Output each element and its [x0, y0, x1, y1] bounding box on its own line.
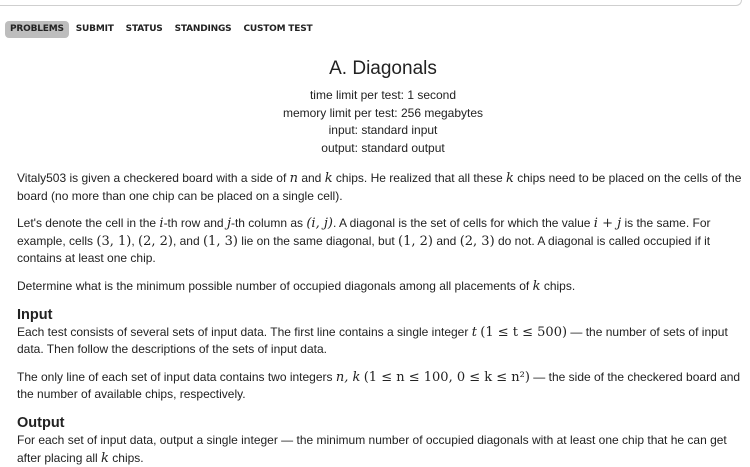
math-range: (1 ≤ n ≤ 100, 0 ≤ k ≤ n²) [363, 369, 530, 385]
problem-header [0, 58, 750, 157]
problem-title: A. Diagonals [329, 58, 437, 79]
math-i: i [159, 216, 164, 232]
top-border [0, 0, 742, 6]
math-j: j [226, 216, 231, 232]
text: chips. [108, 450, 144, 465]
text: chips. He realized that all these [332, 171, 507, 185]
text: — the side of the checkered board and the number of available chips, respectively. [17, 369, 741, 402]
text: and [433, 233, 460, 248]
time-limit: time limit per test: 1 second [309, 88, 457, 102]
text: do not. A diagonal is called occupied if it contains at least one chip. [17, 233, 711, 266]
text: Let's denote the cell in the [17, 216, 160, 231]
nav-status[interactable]: STATUS [125, 23, 163, 34]
text: lie on the same diagonal, but [237, 233, 399, 248]
text: chips need to be placed on the cells of the board (no more than one chip can be placed on a single cell). [17, 171, 742, 203]
math-range: (1 ≤ t ≤ 500) [480, 324, 568, 340]
memory-limit: memory limit per test: 256 megabytes [282, 105, 484, 120]
math-k: k [506, 171, 514, 186]
statement-paragraph-3 [17, 278, 750, 296]
text: . A diagonal is the set of cells for which the value [332, 216, 594, 231]
text: -th row and [163, 216, 227, 231]
math-cell: (1, 3) [202, 233, 238, 249]
math-cell: (2, 3) [459, 233, 495, 249]
input-paragraph-2 [17, 369, 750, 404]
text: For each set of input data, output a single integer — the minimum number of occupied diagonals with at least one chip that he can get after placing all [17, 432, 727, 465]
math-cell: (1, 2) [398, 233, 433, 249]
output-spec: output: standard output [321, 140, 445, 155]
math-cell-ij: (i, j) [306, 216, 333, 232]
text: -th column as [230, 216, 307, 231]
nav-submit[interactable]: SUBMIT [75, 23, 114, 34]
math-k: k [532, 278, 541, 294]
text: Each test consists of several sets of input data. The first line contains a single integer [17, 324, 472, 339]
math-cell: (3, 1) [96, 233, 132, 249]
nav-problems[interactable]: PROBLEMS [5, 21, 69, 38]
text: is the same. For example, cells [17, 216, 711, 248]
input-paragraph-1 [17, 324, 750, 359]
input-heading: Input [17, 306, 53, 323]
text: , and [172, 233, 203, 248]
math-cell: (2, 2) [138, 233, 173, 249]
output-paragraph-1 [17, 432, 750, 467]
text: Determine what is the minimum possible number of occupied diagonals among all placements of [17, 278, 533, 293]
statement-paragraph-2 [17, 215, 750, 268]
math-n-k: n, k [335, 369, 361, 385]
problem-statement [17, 170, 750, 467]
text: Vitaly503 is given a checkered board with a side of [17, 171, 290, 185]
math-k: k [324, 171, 333, 186]
statement-paragraph-1 [17, 170, 750, 205]
math-t: t [471, 324, 477, 340]
input-spec: input: standard input [328, 123, 438, 137]
text: The only line of each set of input data contains two integers [17, 369, 336, 384]
math-i-plus-j: i + j [593, 216, 622, 232]
problem-nav [5, 20, 319, 38]
math-k: k [101, 450, 109, 466]
text: — the number of sets of input data. Then follow the descriptions of the sets of input data. [17, 324, 728, 357]
output-heading: Output [17, 414, 65, 431]
text: and [297, 171, 325, 185]
nav-standings[interactable]: STANDINGS [174, 23, 232, 34]
math-n: n [289, 171, 298, 186]
text: , [131, 233, 138, 248]
nav-custom-test[interactable]: CUSTOM TEST [243, 23, 313, 34]
text: chips. [540, 278, 576, 293]
